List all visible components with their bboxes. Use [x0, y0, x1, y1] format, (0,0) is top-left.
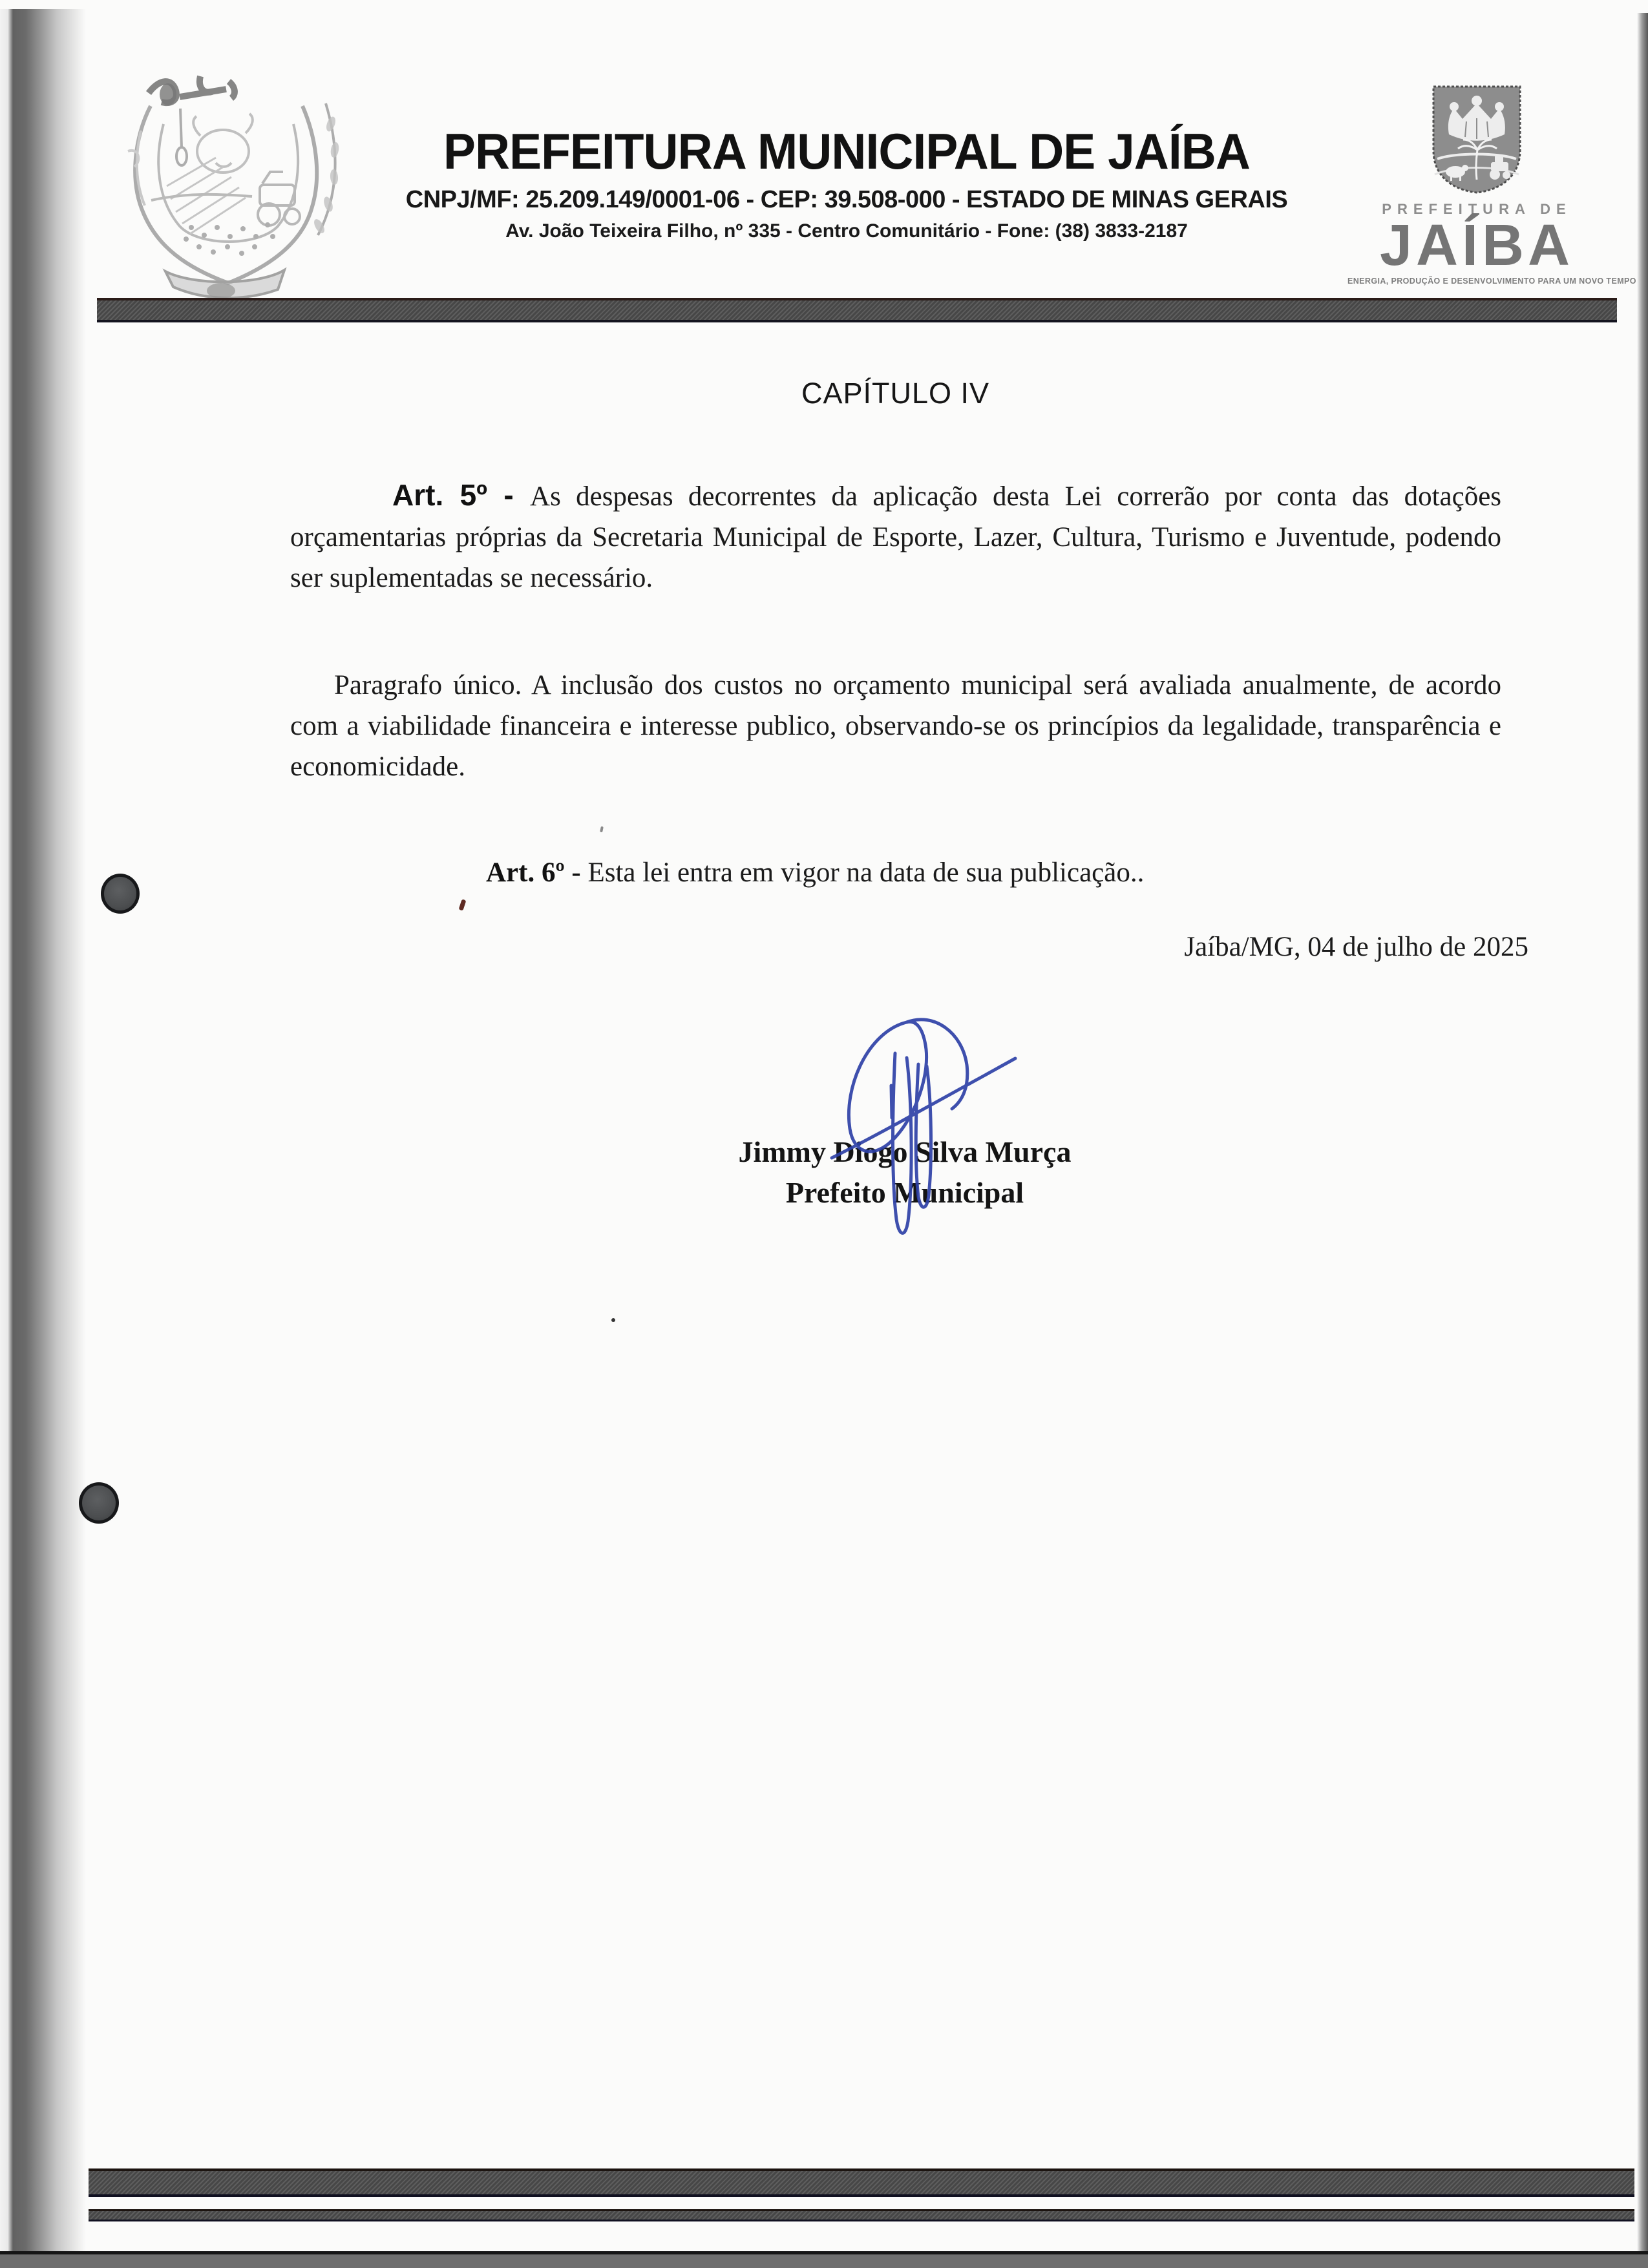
footer-bar-thin [89, 2209, 1634, 2221]
chapter-heading: CAPÍTULO IV [801, 377, 990, 410]
ink-speck [459, 899, 467, 910]
scan-edge-left [0, 9, 87, 2268]
footer-bar-thick [89, 2168, 1634, 2197]
article-6-paragraph [290, 852, 1501, 893]
letterhead-cnpj-line: CNPJ/MF: 25.209.149/0001-06 - CEP: 39.508-000 - ESTADO DE MINAS GERAIS [405, 186, 1288, 213]
ink-speck [600, 826, 604, 833]
jaiba-logo-tagline: ENERGIA, PRODUÇÃO E DESENVOLVIMENTO PARA UM NOVO TEMPO [1347, 277, 1636, 286]
hole-punch-top [101, 874, 140, 914]
jaiba-logo [1347, 83, 1636, 286]
scan-edge-bottom [0, 2251, 1648, 2268]
signer-name: Jimmy Diogo Silva Murça [738, 1135, 1072, 1168]
article-5-paragraph [290, 475, 1501, 598]
article-5-text: As despesas decorrentes da aplicação desta Lei correrão por conta das dotações orçamentarias próprias da Secretaria Municipal de Esporte, Lazer, Cultura, Turismo e Juventude, podendo ser suplementadas se necessário. [290, 481, 1502, 593]
letterhead [304, 124, 1389, 242]
article-6-label: Art. 6º - [486, 857, 588, 888]
place-date-line: Jaíba/MG, 04 de julho de 2025 [1184, 932, 1528, 962]
letterhead-address-line: Av. João Teixeira Filho, nº 335 - Centro Comunitário - Fone: (38) 3833-2187 [505, 220, 1188, 242]
hole-punch-bottom [79, 1482, 119, 1524]
signer-role: Prefeito Municipal [785, 1176, 1024, 1209]
header-divider-bar [97, 298, 1617, 322]
sole-paragraph: Paragrafo único. A inclusão dos custos no orçamento municipal será avaliada anualmente, de acordo com a viabilidade financeira e interesse publico, observando-se os princípios da legalidade, transparência e economicidade. [290, 670, 1501, 782]
jaiba-logo-name: JAÍBA [1379, 213, 1574, 278]
jaiba-logo-shield-icon [1428, 83, 1525, 196]
handwritten-signature-ink [810, 996, 1055, 1248]
jaiba-logo-pretitle: PREFEITURA DE [1382, 201, 1572, 217]
letterhead-title: PREFEITURA MUNICIPAL DE JAÍBA [443, 123, 1250, 180]
article-5-label: Art. 5º - [392, 478, 531, 512]
scan-edge-right [1637, 13, 1648, 2251]
article-6-text: Esta lei entra em vigor na data de sua publicação.. [587, 857, 1145, 888]
ink-speck [611, 1318, 615, 1322]
